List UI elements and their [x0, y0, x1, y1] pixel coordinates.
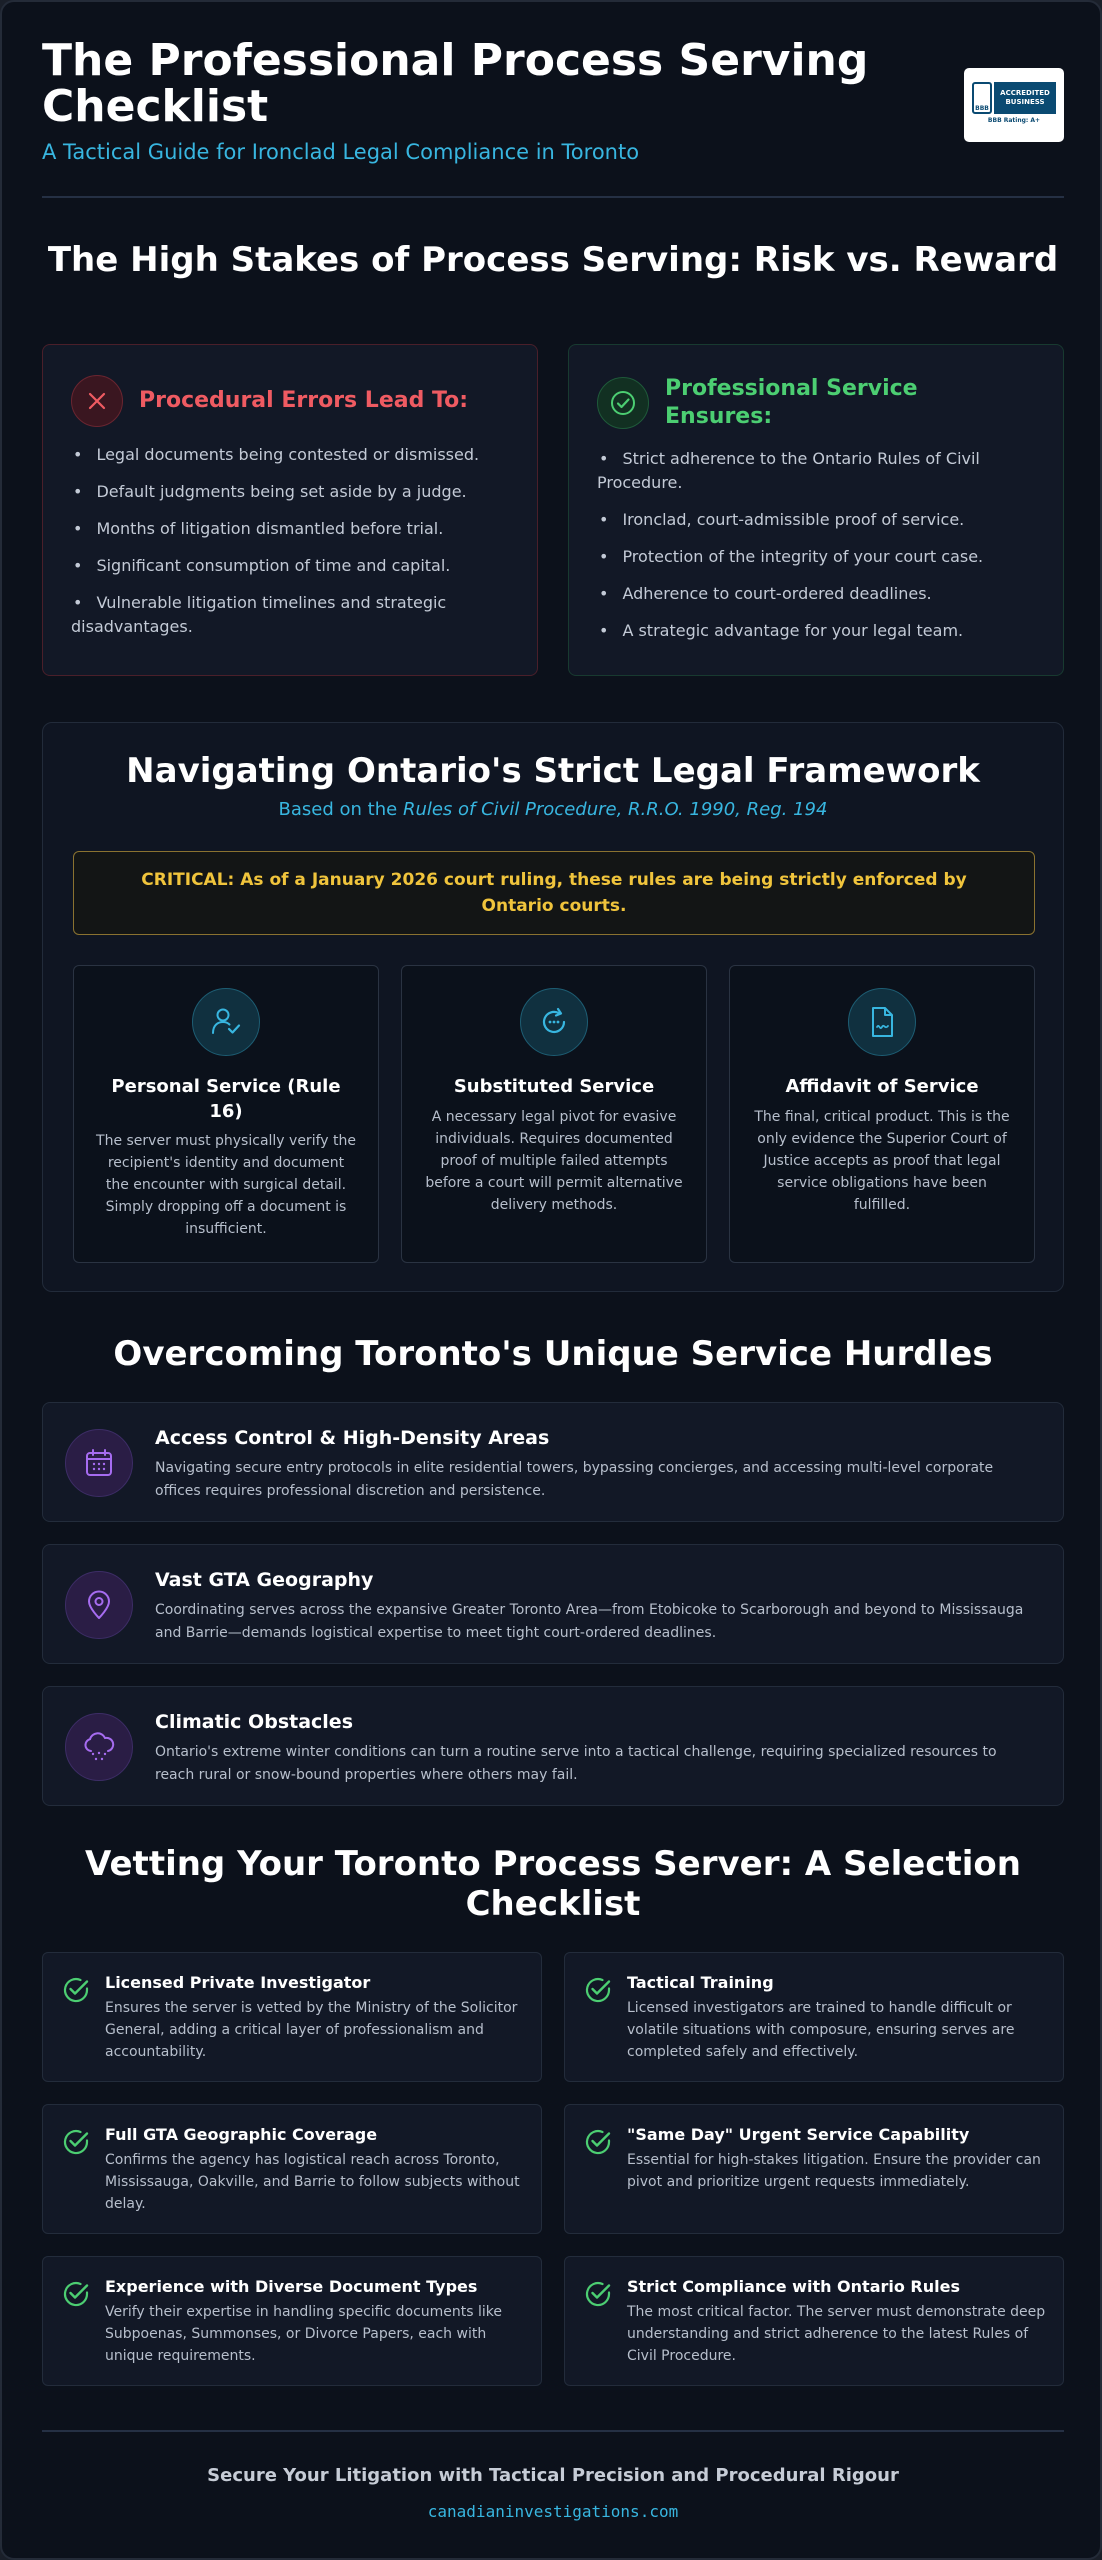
- checklist-item-text: Ensures the server is vetted by the Ministry of the Solicitor General, adding a critical layer of professionalism and accountability.: [105, 2000, 518, 2060]
- framework-title: Navigating Ontario's Strict Legal Framework: [126, 751, 980, 791]
- check-circle-icon: [597, 377, 649, 429]
- checklist-item-title: "Same Day" Urgent Service Capability: [627, 2125, 970, 2144]
- checklist-item-text: The most critical factor. The server must demonstrate deep understanding and strict adherence to the latest Rules of Civil Procedure.: [627, 2304, 1046, 2364]
- framework-subtitle-prefix: Based on the: [278, 799, 403, 820]
- bbb-line-2: BUSINESS: [1005, 98, 1045, 106]
- hurdle-text: Ontario's extreme winter conditions can turn a routine serve into a tactical challenge, requiring specialized resources to reach rural or snow-bound properties where others may fail.: [155, 1744, 997, 1783]
- stakes-title: The High Stakes of Process Serving: Risk vs. Reward: [47, 240, 1059, 280]
- document-icon: [848, 988, 916, 1056]
- checklist-item-document-types: [42, 2256, 542, 2386]
- card-text: The server must physically verify the recipient's identity and document the encounter with surgical detail. Simply dropping off a document is insufficient.: [96, 1133, 356, 1237]
- check-circle-icon: [583, 1975, 613, 2009]
- list-item: • Vulnerable litigation timelines and strategic disadvantages.: [71, 591, 509, 639]
- list-item: • Default judgments being set aside by a judge.: [71, 480, 509, 504]
- checklist-item-text: Confirms the agency has logistical reach across Toronto, Mississauga, Oakville, and Barrie to follow subjects without delay.: [105, 2152, 520, 2212]
- checklist-item-ontario-compliance: [564, 2256, 1064, 2386]
- page-title: The Professional Process Serving Checklist: [42, 35, 869, 132]
- refresh-icon: [520, 988, 588, 1056]
- footer-tagline: Secure Your Litigation with Tactical Precision and Procedural Rigour: [207, 2465, 899, 2486]
- list-item: • Adherence to court-ordered deadlines.: [597, 582, 1035, 606]
- framework-section: [42, 722, 1064, 1292]
- checklist-item-same-day-service: [564, 2104, 1064, 2234]
- hurdles-title: Overcoming Toronto's Unique Service Hurdles: [113, 1334, 993, 1374]
- bbb-rating: BBB Rating: A+: [987, 117, 1041, 124]
- hurdle-text: Coordinating serves across the expansive Greater Toronto Area—from Etobicoke to Scarborough and beyond to Mississauga and Barrie—demands logistical expertise to meet tight court-ordered deadlines.: [155, 1602, 1024, 1641]
- map-pin-icon: [65, 1571, 133, 1639]
- check-circle-icon: [61, 1975, 91, 2009]
- checklist-item-title: Strict Compliance with Ontario Rules: [627, 2277, 960, 2296]
- checklist-item-licensed-investigator: [42, 1952, 542, 2082]
- framework-subtitle-reference: Rules of Civil Procedure, R.R.O. 1990, Reg. 194: [402, 799, 828, 820]
- check-circle-icon: [61, 2127, 91, 2161]
- calendar-icon: [65, 1429, 133, 1497]
- bbb-seal-icon: BBB: [972, 82, 992, 114]
- hurdle-text: Navigating secure entry protocols in elite residential towers, bypassing concierges, and accessing multi-level corporate offices requires professional discretion and persistence.: [155, 1460, 994, 1499]
- hurdle-title: Climatic Obstacles: [155, 1711, 353, 1733]
- website-link[interactable]: canadianinvestigations.com: [427, 2502, 679, 2521]
- personal-service-card: [73, 965, 379, 1263]
- check-circle-icon: [61, 2279, 91, 2313]
- card-title: Personal Service (Rule 16): [111, 1076, 341, 1122]
- checklist-item-text: Licensed investigators are trained to handle difficult or volatile situations with composure, ensuring serves are completed safely and effectively.: [627, 2000, 1015, 2060]
- hurdle-climatic-obstacles: [42, 1686, 1064, 1806]
- list-item: • Months of litigation dismantled before trial.: [71, 517, 509, 541]
- substituted-service-card: [401, 965, 707, 1263]
- bbb-line-1: ACCREDITED: [1000, 89, 1050, 97]
- checklist-item-title: Tactical Training: [627, 1973, 774, 1992]
- list-item: • Ironclad, court-admissible proof of service.: [597, 508, 1035, 532]
- snow-cloud-icon: [65, 1713, 133, 1781]
- framework-subtitle: [43, 799, 1063, 820]
- list-item: • Legal documents being contested or dismissed.: [71, 443, 509, 467]
- header-divider: [42, 196, 1064, 198]
- card-text: The final, critical product. This is the only evidence the Superior Court of Justice accepts as proof that legal service obligations have been fulfilled.: [754, 1109, 1010, 1213]
- list-item: • Significant consumption of time and capital.: [71, 554, 509, 578]
- card-text: A necessary legal pivot for evasive individuals. Requires documented proof of multiple failed attempts before a court will permit alternative delivery methods.: [425, 1109, 683, 1213]
- checklist-item-gta-coverage: [42, 2104, 542, 2234]
- checklist-title: Vetting Your Toronto Process Server: A Selection Checklist: [85, 1844, 1021, 1924]
- professional-service-panel: [568, 344, 1064, 676]
- hurdle-title: Vast GTA Geography: [155, 1569, 374, 1591]
- checklist-item-text: Essential for high-stakes litigation. Ensure the provider can pivot and prioritize urgent requests immediately.: [627, 2152, 1041, 2190]
- checklist-item-title: Experience with Diverse Document Types: [105, 2277, 478, 2296]
- procedural-errors-panel: [42, 344, 538, 676]
- check-circle-icon: [583, 2279, 613, 2313]
- hurdle-access-control: [42, 1402, 1064, 1522]
- page-subtitle: A Tactical Guide for Ironclad Legal Compliance in Toronto: [42, 140, 640, 164]
- checklist-item-title: Licensed Private Investigator: [105, 1973, 371, 1992]
- user-check-icon: [192, 988, 260, 1056]
- checklist-item-title: Full GTA Geographic Coverage: [105, 2125, 378, 2144]
- list-item: • A strategic advantage for your legal team.: [597, 619, 1035, 643]
- check-circle-icon: [583, 2127, 613, 2161]
- bbb-accredited-label: [994, 82, 1056, 114]
- checklist-item-text: Verify their expertise in handling specific documents like Subpoenas, Summonses, or Divorce Papers, each with unique requirements.: [105, 2304, 503, 2364]
- checklist-item-tactical-training: [564, 1952, 1064, 2082]
- errors-title: Procedural Errors Lead To:: [139, 388, 468, 413]
- hurdle-gta-geography: [42, 1544, 1064, 1664]
- list-item: • Protection of the integrity of your court case.: [597, 545, 1035, 569]
- errors-list: [71, 443, 509, 652]
- ensures-list: [597, 447, 1035, 656]
- header: [42, 35, 1064, 164]
- affidavit-of-service-card: [729, 965, 1035, 1263]
- footer-divider: [42, 2430, 1064, 2432]
- x-icon: [71, 375, 123, 427]
- critical-notice: CRITICAL: As of a January 2026 court ruling, these rules are being strictly enforced by Ontario courts.: [73, 851, 1035, 935]
- card-title: Affidavit of Service: [785, 1076, 979, 1097]
- list-item: • Strict adherence to the Ontario Rules of Civil Procedure.: [597, 447, 1035, 495]
- ensures-title: Professional Service Ensures:: [665, 376, 918, 429]
- card-title: Substituted Service: [453, 1076, 655, 1097]
- hurdle-title: Access Control & High-Density Areas: [155, 1427, 550, 1449]
- bbb-accreditation-badge[interactable]: [964, 68, 1064, 142]
